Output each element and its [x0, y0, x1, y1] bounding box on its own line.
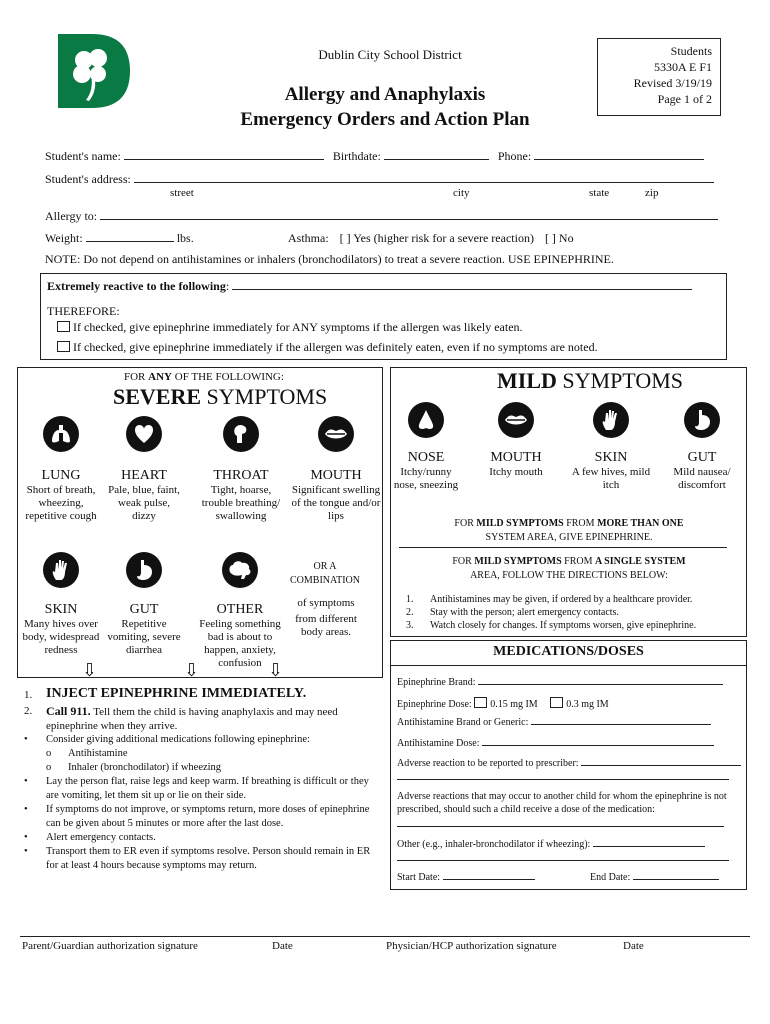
parent-date-label: Date — [272, 940, 293, 952]
weight-label: Weight: — [45, 231, 83, 245]
doc-number: 5330A E F1 — [653, 60, 712, 74]
heart-icon — [126, 416, 162, 452]
allergy-row — [45, 209, 718, 224]
allergy-field[interactable] — [100, 219, 718, 220]
district-name: Dublin City School District — [318, 47, 462, 62]
student-name-row — [45, 149, 704, 164]
symptom-name: OTHER — [216, 602, 264, 617]
mild-title: MILD SYMPTOMS — [497, 368, 684, 393]
lungs-icon — [43, 416, 79, 452]
physician-date-label: Date — [623, 940, 644, 952]
end-date-label: End Date: — [590, 872, 631, 883]
stomach-icon — [684, 402, 720, 438]
phone-label: Phone: — [497, 149, 532, 163]
other-meds-row — [397, 839, 705, 850]
symptom-desc: Feeling something bad is about to happen, anxiety, confusion — [199, 618, 281, 669]
symptom-name: MOUTH — [490, 450, 542, 465]
student-name-field[interactable] — [124, 159, 324, 160]
stomach-icon — [126, 552, 162, 588]
throat-icon — [223, 416, 259, 452]
reactive-label: Extremely reactive to the following — [47, 279, 226, 293]
mild-gut — [662, 402, 742, 492]
mild-mouth — [476, 402, 556, 479]
document-id-box — [597, 38, 721, 116]
dose-015-label: 0.15 mg IM — [490, 699, 538, 710]
student-address-row — [45, 172, 714, 187]
form-title-line1: Allergy and Anaphylaxis — [284, 84, 486, 105]
doc-revision: Revised 3/19/19 — [633, 76, 712, 90]
doc-category: Students — [670, 44, 712, 58]
symptom-name: HEART — [121, 468, 167, 483]
symptom-name: SKIN — [594, 450, 628, 465]
reactive-row: Extremely reactive to the following: — [47, 279, 692, 294]
antihistamine-dose-field[interactable] — [482, 745, 714, 746]
phone-field[interactable] — [534, 159, 704, 160]
epinephrine-note: NOTE: Do not depend on antihistamines or inhalers (bronchodilators) to treat a severe reaction. USE EPINEPHRINE. — [45, 252, 614, 266]
antihistamine-brand-field[interactable] — [531, 724, 711, 725]
brain-icon — [222, 552, 258, 588]
end-date-row — [590, 872, 719, 883]
symptom-desc: Many hives over body, widespread redness — [22, 618, 100, 656]
doc-page: Page 1 of 2 — [657, 92, 712, 106]
other-meds-field-2[interactable] — [397, 860, 729, 861]
therefore-label: THEREFORE: — [47, 304, 120, 318]
adverse-reaction-label: Adverse reaction to be reported to prescriber: — [397, 758, 579, 769]
antihistamine-dose-label: Antihistamine Dose: — [397, 738, 480, 749]
symptom-desc: Repetitive vomiting, severe diarrhea — [107, 618, 181, 656]
antihistamine-brand-row — [397, 717, 711, 728]
symptom-desc: Short of breath, wheezing, repetitive cough — [25, 484, 97, 522]
hand-icon — [593, 402, 629, 438]
symptom-name: MOUTH — [310, 468, 362, 483]
option-definitely-eaten[interactable] — [57, 340, 598, 355]
symptom-desc: Significant swelling of the tongue and/or lips — [291, 484, 381, 522]
reactive-field[interactable] — [232, 289, 692, 290]
severe-skin — [18, 552, 104, 657]
severe-gut — [104, 552, 184, 657]
asthma-label: Asthma: — [288, 231, 329, 245]
start-date-field[interactable] — [443, 879, 535, 880]
severe-mouth — [290, 416, 382, 523]
symptom-desc: Tight, hoarse, trouble breathing/ swallowing — [201, 484, 281, 522]
combination-note-2: of symptoms from different body areas. — [295, 597, 357, 638]
symptom-desc: Itchy/runny nose, sneezing — [393, 466, 459, 491]
asthma-no-option[interactable]: [ ] No — [544, 231, 574, 245]
severe-throat — [196, 416, 286, 523]
address-label: Student's address: — [45, 172, 131, 186]
severe-title: SEVERE SYMPTOMS — [113, 384, 328, 409]
checkbox-definitely-eaten[interactable] — [57, 341, 70, 352]
other-meds-label: Other (e.g., inhaler-bronchodilator if wheezing): — [397, 839, 591, 850]
inject-epinephrine-text: INJECT EPINEPHRINE IMMEDIATELY. — [46, 686, 307, 701]
severe-heart — [107, 416, 181, 523]
emergency-instructions — [24, 686, 384, 873]
student-name-label: Student's name: — [45, 149, 121, 163]
mild-skin — [571, 402, 651, 492]
step-2: 2. Call 911. Tell them the child is having anaphylaxis and may need epinephrine when they arrive. — [24, 704, 338, 732]
down-arrow-icon: ⇩ — [82, 660, 98, 680]
zip-label: zip — [645, 187, 659, 199]
weight-unit: lbs. — [176, 231, 194, 245]
weight-field[interactable] — [86, 241, 174, 242]
mouth-icon — [318, 416, 354, 452]
mild-multiple-systems-note: FOR MILD SYMPTOMS FROM MORE THAN ONE SYSTEM AREA, GIVE EPINEPHRINE. — [454, 518, 684, 543]
asthma-row — [288, 231, 574, 246]
signature-line[interactable] — [20, 936, 750, 937]
epinephrine-brand-label: Epinephrine Brand: — [397, 677, 476, 688]
birthdate-field[interactable] — [384, 159, 489, 160]
step-1: 1. INJECT EPINEPHRINE IMMEDIATELY. — [24, 686, 307, 701]
district-logo — [58, 34, 130, 108]
symptom-desc: Pale, blue, faint, weak pulse, dizzy — [108, 484, 180, 522]
option-likely-eaten[interactable] — [57, 320, 523, 335]
severe-other — [194, 552, 286, 670]
symptom-name: GUT — [687, 450, 717, 465]
symptom-name: THROAT — [213, 468, 269, 483]
instruction-bullets: • Consider giving additional medications following epinephrine: o Antihistamine o Inhaler (bronchodilator) if wheezing • Lay the person flat, raise legs and keep warm. If breathing is difficult or they are vomiting, let them sit up or lie on their side. • If symptoms do not improve, or symptoms return, more doses of epinephrine can be given about 5 minutes or more after the last dose. • Alert emergency contacts. • Transport them to ER even if symptoms resolve. Person should remain in ER for at least 4 hours because symptoms may return. — [24, 734, 371, 871]
adverse-reaction-field-2[interactable] — [397, 779, 729, 780]
adverse-reaction-field[interactable] — [581, 765, 741, 766]
symptom-name: SKIN — [44, 602, 78, 617]
checkbox-dose-03[interactable] — [550, 697, 563, 708]
checkbox-dose-015[interactable] — [474, 697, 487, 708]
hand-icon — [43, 552, 79, 588]
mild-single-system-note: FOR MILD SYMPTOMS FROM A SINGLE SYSTEM AREA, FOLLOW THE DIRECTIONS BELOW: — [452, 556, 686, 581]
nose-icon — [408, 402, 444, 438]
street-label: street — [170, 187, 194, 199]
option-likely-eaten-label: If checked, give epinephrine immediately for ANY symptoms if the allergen was likely eaten. — [73, 320, 523, 334]
antihistamine-dose-row — [397, 738, 714, 749]
divider — [390, 665, 747, 666]
parent-signature-label: Parent/Guardian authorization signature — [22, 940, 198, 952]
birthdate-label: Birthdate: — [332, 149, 381, 163]
down-arrow-icon: ⇩ — [268, 660, 284, 680]
mild-nose — [393, 402, 459, 492]
symptom-name: LUNG — [41, 468, 81, 483]
physician-signature-label: Physician/HCP authorization signature — [386, 940, 557, 952]
mild-steps: 1. Antihistamines may be given, if ordered by a healthcare provider. 2. Stay with the person; alert emergency contacts. 3. Watch closely for changes. If symptoms worsen, give epinephrine. — [406, 594, 697, 631]
divider — [399, 547, 727, 548]
severe-intro: FOR ANY OF THE FOLLOWING: — [124, 371, 284, 383]
symptom-name: GUT — [129, 602, 159, 617]
allergy-label: Allergy to: — [45, 209, 98, 223]
antihistamine-brand-label: Antihistamine Brand or Generic: — [397, 717, 529, 728]
medications-title: MEDICATIONS/DOSES — [493, 644, 644, 659]
start-date-label: Start Date: — [397, 872, 441, 883]
city-label: city — [453, 187, 470, 199]
combination-note: OR A COMBINATION — [290, 561, 360, 586]
severe-lung — [20, 416, 102, 523]
end-date-field[interactable] — [633, 879, 719, 880]
epinephrine-brand-row — [397, 677, 723, 688]
symptom-name: NOSE — [407, 450, 445, 465]
symptom-desc: A few hives, mild itch — [571, 466, 651, 491]
dose-03-label: 0.3 mg IM — [566, 699, 609, 710]
state-label: state — [589, 187, 610, 199]
weight-row — [45, 231, 194, 246]
adverse-other-label: Adverse reactions that may occur to another child for whom the epinephrine is not prescribed, should such a child receive a dose of the medication: — [397, 791, 727, 815]
adverse-reaction-row — [397, 758, 741, 769]
epinephrine-dose-row — [397, 697, 609, 710]
address-field[interactable] — [134, 182, 714, 183]
adverse-other-field[interactable] — [397, 826, 724, 827]
form-title-line2: Emergency Orders and Action Plan — [240, 109, 530, 130]
checkbox-likely-eaten[interactable] — [57, 321, 70, 332]
start-date-row — [397, 872, 535, 883]
option-definitely-eaten-label: If checked, give epinephrine immediately if the allergen was definitely eaten, even if no symptoms are noted. — [73, 340, 598, 354]
down-arrow-icon: ⇩ — [184, 660, 200, 680]
epinephrine-dose-label: Epinephrine Dose: — [397, 699, 472, 710]
epinephrine-brand-field[interactable] — [478, 684, 723, 685]
mouth-icon — [498, 402, 534, 438]
other-meds-field[interactable] — [593, 846, 705, 847]
asthma-yes-option[interactable]: [ ] Yes (higher risk for a severe reaction) — [339, 231, 534, 245]
symptom-desc: Itchy mouth — [489, 466, 543, 478]
symptom-desc: Mild nausea/ discomfort — [673, 466, 731, 491]
